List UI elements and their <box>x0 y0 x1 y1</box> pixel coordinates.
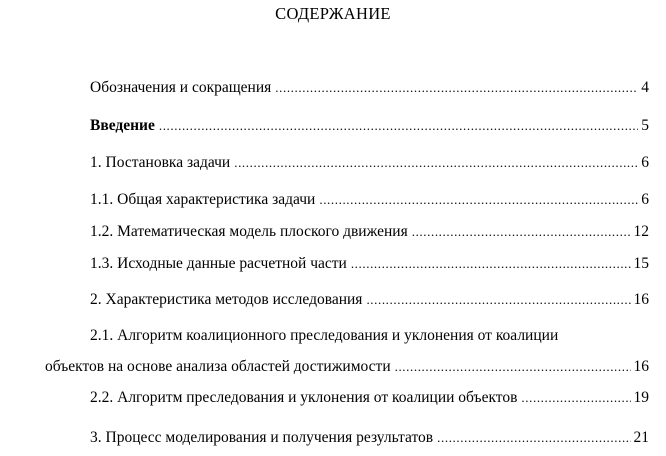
toc-leader-dots <box>366 290 630 310</box>
toc-entry <box>90 290 649 310</box>
toc-leader-dots <box>319 190 638 210</box>
toc-entry-page: 12 <box>633 223 649 240</box>
toc-leader-dots <box>412 222 631 242</box>
toc-entry <box>90 388 649 408</box>
toc-entry-text-line2: объектов на основе анализа областей достижимости <box>45 358 391 375</box>
toc-entry-page: 19 <box>633 389 649 406</box>
toc-leader-dots <box>159 116 638 136</box>
toc-entry-text: 2.2. Алгоритм преследования и уклонения от коалиции объектов <box>90 389 518 406</box>
toc-entry-text: 2. Характеристика методов исследования <box>90 291 363 308</box>
toc-title: СОДЕРЖАНИЕ <box>275 4 391 23</box>
toc-entry <box>90 428 649 448</box>
toc-entry-page: 21 <box>633 429 649 446</box>
toc-leader-dots <box>437 428 630 448</box>
toc-entry <box>90 254 649 274</box>
toc-entry-text-line1: 2.1. Алгоритм коалиционного преследования и уклонения от коалиции <box>90 327 559 344</box>
toc-entry-page: 16 <box>633 291 649 308</box>
toc-entry <box>90 190 649 210</box>
toc-entry-page: 16 <box>633 358 649 375</box>
toc-entry-text: Введение <box>90 117 155 134</box>
toc-entry-page: 6 <box>641 191 649 208</box>
toc-entry <box>45 357 649 377</box>
toc-entry-text: Обозначения и сокращения <box>90 79 272 96</box>
toc-entry-page: 4 <box>641 79 649 96</box>
toc-entry <box>90 78 649 98</box>
toc-leader-dots <box>395 357 631 377</box>
toc-entry-page: 5 <box>641 117 649 134</box>
toc-entry-text: 3. Процесс моделирования и получения результатов <box>90 429 434 446</box>
toc-entry-text: 1.3. Исходные данные расчетной части <box>90 255 347 272</box>
toc-entry-page: 6 <box>641 154 649 171</box>
toc-entry-text: 1.1. Общая характеристика задачи <box>90 191 316 208</box>
toc-leader-dots <box>351 254 631 274</box>
toc-leader-dots <box>275 78 638 98</box>
toc-entry-text: 1. Постановка задачи <box>90 154 231 171</box>
toc-entry <box>90 153 649 173</box>
toc-entry <box>90 222 649 242</box>
toc-leader-dots <box>234 153 638 173</box>
toc-entry-text: 1.2. Математическая модель плоского движения <box>90 223 408 240</box>
toc-entry <box>90 116 649 136</box>
toc-leader-dots <box>521 388 630 408</box>
toc-entry-page: 15 <box>633 255 649 272</box>
